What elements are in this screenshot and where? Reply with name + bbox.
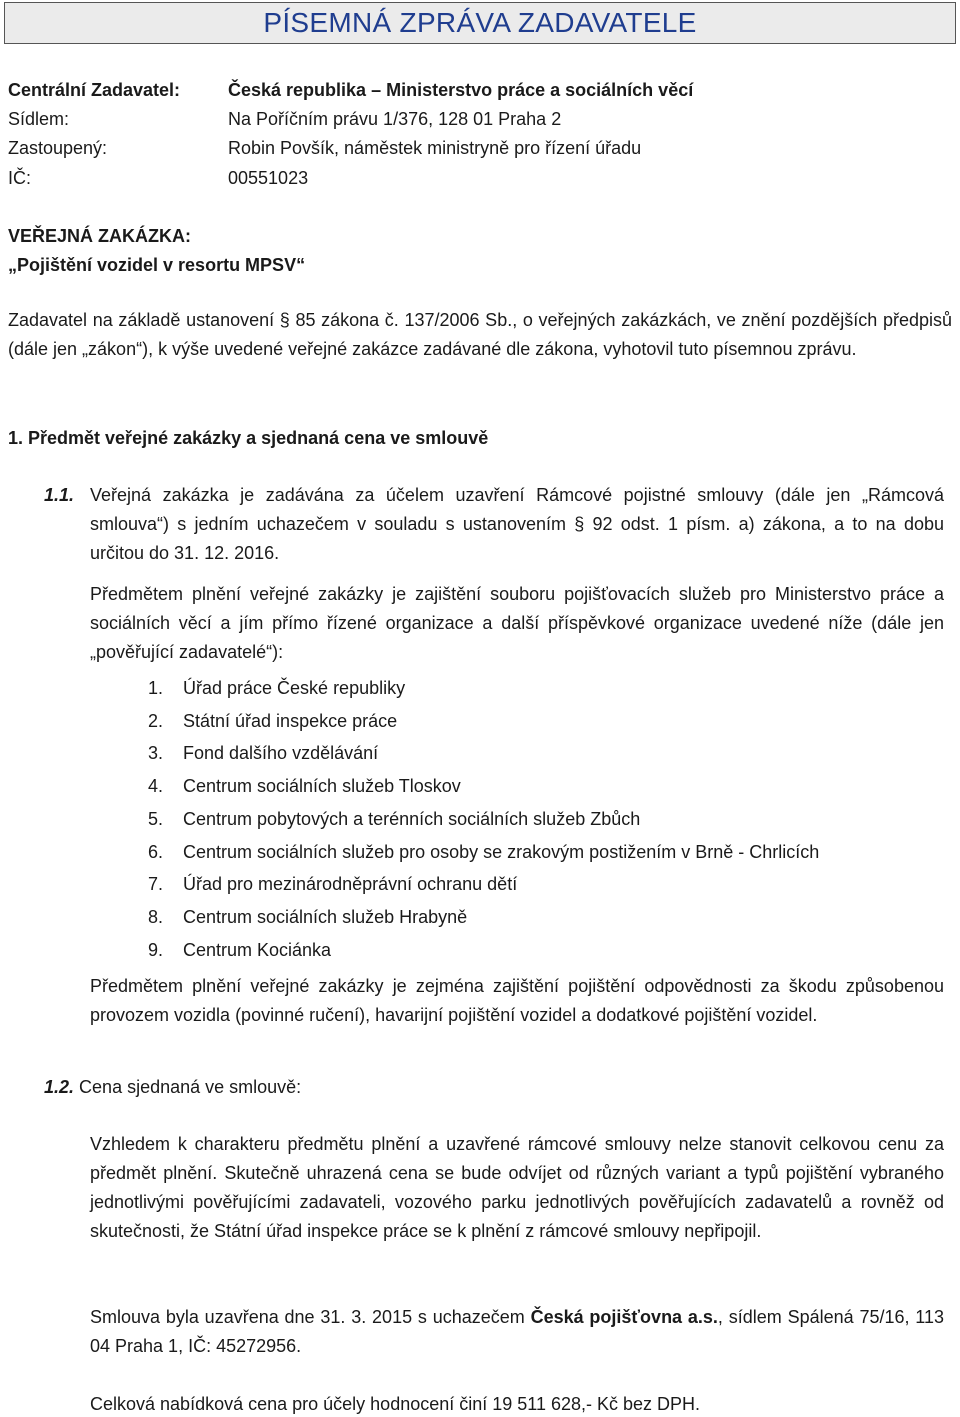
list-item-number: 9. xyxy=(148,940,164,960)
list-item xyxy=(148,774,461,798)
contract-heading: VEŘEJNÁ ZAKÁZKA: xyxy=(8,226,192,246)
contract-name: „Pojištění vozidel v resortu MPSV“ xyxy=(8,255,306,275)
list-item xyxy=(148,807,640,831)
list-item xyxy=(148,709,397,733)
price-text: Vzhledem k charakteru předmětu plnění a uzavřené rámcové smlouvy nelze stanovit celkovou cenu za předmět plnění. Skutečně uhrazená cena se bude odvíjet od různých variant a typů pojištění vybraného jednotlivými pověřujícími zadavateli, vozového parku jednotlivých pověřujících zadavatelů a rovněž od skutečnosti, že Státní úřad inspekce práce se k plnění z rámcové smlouvy nepřipojil. xyxy=(90,1134,944,1241)
contract-paragraph xyxy=(90,1303,944,1361)
list-item-name: Centrum sociálních služeb Tloskov xyxy=(183,776,461,796)
section-1-1-number: 1.1. xyxy=(44,485,75,505)
list-item-name: Centrum Kociánka xyxy=(183,940,332,960)
list-item-name: Fond dalšího vzdělávání xyxy=(183,743,379,763)
id-label: IČ: xyxy=(8,168,32,188)
id-value: 00551023 xyxy=(228,168,309,188)
represented-label: Zastoupený: xyxy=(8,138,108,158)
insurance-text: Předmětem plnění veřejné zakázky je zejména zajištění pojištění odpovědnosti za škodu způsobenou provozem vozidla (povinné ručení), havarijní pojištění vozidel a dodatkové pojištění vozidel. xyxy=(90,976,944,1025)
contract-text xyxy=(90,1303,944,1361)
list-item-name: Úřad práce České republiky xyxy=(183,678,406,698)
list-item xyxy=(148,840,819,864)
list-item xyxy=(148,905,467,929)
authority-value: Česká republika – Ministerstvo práce a sociálních věcí xyxy=(228,80,694,100)
list-item-number: 8. xyxy=(148,907,164,927)
seat-label: Sídlem: xyxy=(8,109,70,129)
insurance-paragraph xyxy=(90,972,944,1030)
section-1-1-paragraph xyxy=(90,481,944,568)
list-item xyxy=(148,741,378,765)
list-item-number: 6. xyxy=(148,842,164,862)
document-title: PÍSEMNÁ ZPRÁVA ZADAVATELE xyxy=(263,7,697,38)
list-item xyxy=(148,872,517,896)
authority-label: Centrální Zadavatel: xyxy=(8,80,181,100)
list-item xyxy=(148,938,331,962)
document-title-box xyxy=(4,2,956,44)
list-item xyxy=(148,676,405,700)
total-price-text: Celková nabídková cena pro účely hodnocení činí 19 511 628,- Kč bez DPH. xyxy=(90,1394,701,1414)
contractor-name: Česká pojišťovna a.s. xyxy=(530,1307,718,1327)
section-1-2-title: Cena sjednaná ve smlouvě: xyxy=(79,1077,302,1097)
section-1-2-heading xyxy=(44,1075,301,1099)
price-paragraph xyxy=(90,1130,944,1246)
section-1-1-text: Veřejná zakázka je zadávána za účelem uzavření Rámcové pojistné smlouvy (dále jen „Rámcová smlouva“) s jedním uchazečem v souladu s ustanovením § 92 odst. 1 písm. a) zákona, a to na dobu určitou do 31. 12. 2016. xyxy=(90,485,944,563)
section-1-2-number: 1.2. xyxy=(44,1077,75,1097)
intro-paragraph xyxy=(8,306,952,364)
list-item-number: 2. xyxy=(148,711,164,731)
section-1-heading: 1. Předmět veřejné zakázky a sjednaná cena ve smlouvě xyxy=(8,428,489,448)
contract-prefix: Smlouva byla uzavřena dne 31. 3. 2015 s uchazečem xyxy=(90,1307,531,1327)
represented-value: Robin Povšík, náměstek ministryně pro řízení úřadu xyxy=(228,138,642,158)
list-item-number: 4. xyxy=(148,776,164,796)
contract-suffix: , sídlem Spálená 75/16, 113 04 Praha 1, IČ: 45272956. xyxy=(90,1307,944,1356)
list-item-name: Centrum pobytových a terénních sociálních služeb Zbůch xyxy=(183,809,641,829)
list-item-number: 5. xyxy=(148,809,164,829)
list-item-number: 7. xyxy=(148,874,164,894)
intro-text: Zadavatel na základě ustanovení § 85 zákona č. 137/2006 Sb., o veřejných zakázkách, ve znění pozdějších předpisů (dále jen „zákon“), k výše uvedené veřejné zakázce zadávané dle zákona, vyhotovil tuto písemnou zprávu. xyxy=(8,310,952,359)
subject-text: Předmětem plnění veřejné zakázky je zajištění souboru pojišťovacích služeb pro Ministerstvo práce a sociálních věcí a jím přímo řízené organizace a další příspěvkové organizace uvedené níže (dále jen „pověřující zadavatelé“): xyxy=(90,584,944,662)
list-item-number: 3. xyxy=(148,743,164,763)
seat-value: Na Poříčním právu 1/376, 128 01 Praha 2 xyxy=(228,109,562,129)
list-item-name: Státní úřad inspekce práce xyxy=(183,711,398,731)
list-item-name: Centrum sociálních služeb pro osoby se zrakovým postižením v Brně - Chrlicích xyxy=(183,842,820,862)
list-item-name: Úřad pro mezinárodněprávní ochranu dětí xyxy=(183,874,518,894)
list-item-name: Centrum sociálních služeb Hrabyně xyxy=(183,907,468,927)
subject-paragraph xyxy=(90,580,944,667)
list-item-number: 1. xyxy=(148,678,164,698)
